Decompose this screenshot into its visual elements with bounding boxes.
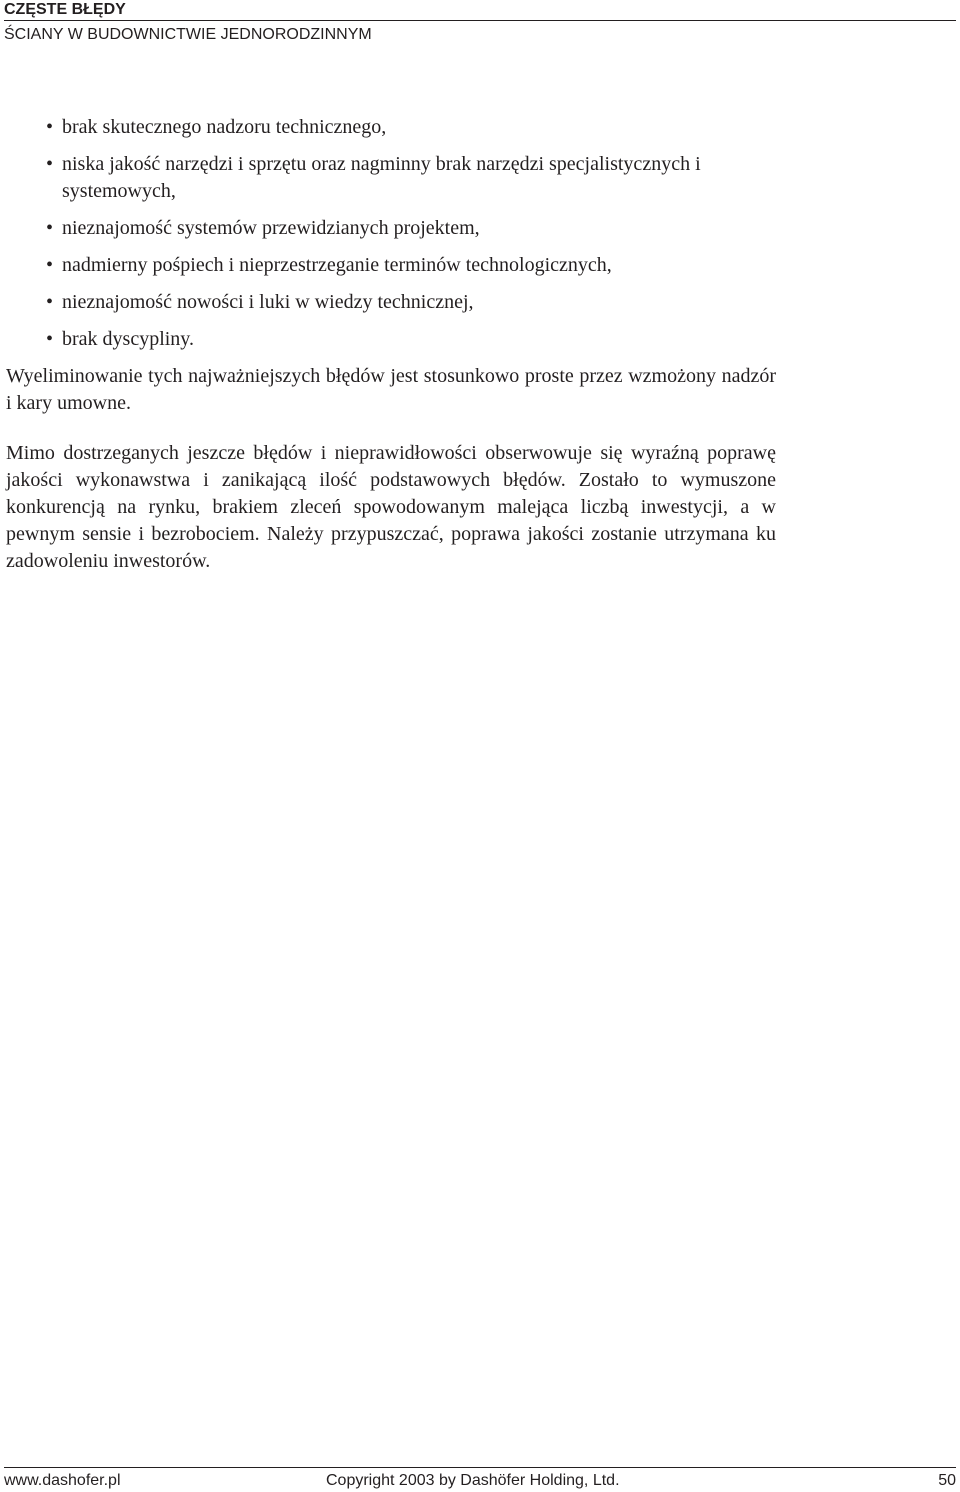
section-title: CZĘSTE BŁĘDY <box>4 1 126 18</box>
paragraph: Wyeliminowanie tych najważniejszych błędów jest stosunkowo proste przez wzmożony nadzór i kary umowne. <box>6 365 776 414</box>
footer-copyright: Copyright 2003 by Dashöfer Holding, Ltd. <box>326 1472 620 1489</box>
footer-divider <box>4 1467 956 1468</box>
page-number: 50 <box>938 1472 956 1489</box>
main-content <box>6 114 776 575</box>
footer-url: www.dashofer.pl <box>4 1472 121 1489</box>
header-divider <box>4 20 956 21</box>
list-item: • niska jakość narzędzi i sprzętu oraz nagminny brak narzędzi specjalistycznych i systemowych, <box>6 151 776 205</box>
list-item: • nieznajomość systemów przewidzianych projektem, <box>6 215 776 242</box>
list-item: • nieznajomość nowości i luki w wiedzy technicznej, <box>6 289 776 316</box>
section-subtitle: ŚCIANY W BUDOWNICTWIE JEDNORODZINNYM <box>4 26 372 43</box>
list-item: • brak skutecznego nadzoru technicznego, <box>6 114 776 141</box>
list-item: • nadmierny pośpiech i nieprzestrzeganie terminów technologicznych, <box>6 252 776 279</box>
paragraph: Mimo dostrzeganych jeszcze błędów i nieprawidłowości obserwowuje się wyraźną poprawę jakości wykonawstwa i zanikającą ilość podstawowych błędów. Zostało to wymuszone konkurencją na rynku, brakiem zleceń spowodowanym malejąca liczbą inwestycji, a w pewnym sensie i bezrobociem. Należy przypuszczać, poprawa jakości zostanie utrzymana ku zadowoleniu inwestorów. <box>6 442 776 572</box>
bullet-list <box>6 114 776 353</box>
list-item: • brak dyscypliny. <box>6 326 776 353</box>
